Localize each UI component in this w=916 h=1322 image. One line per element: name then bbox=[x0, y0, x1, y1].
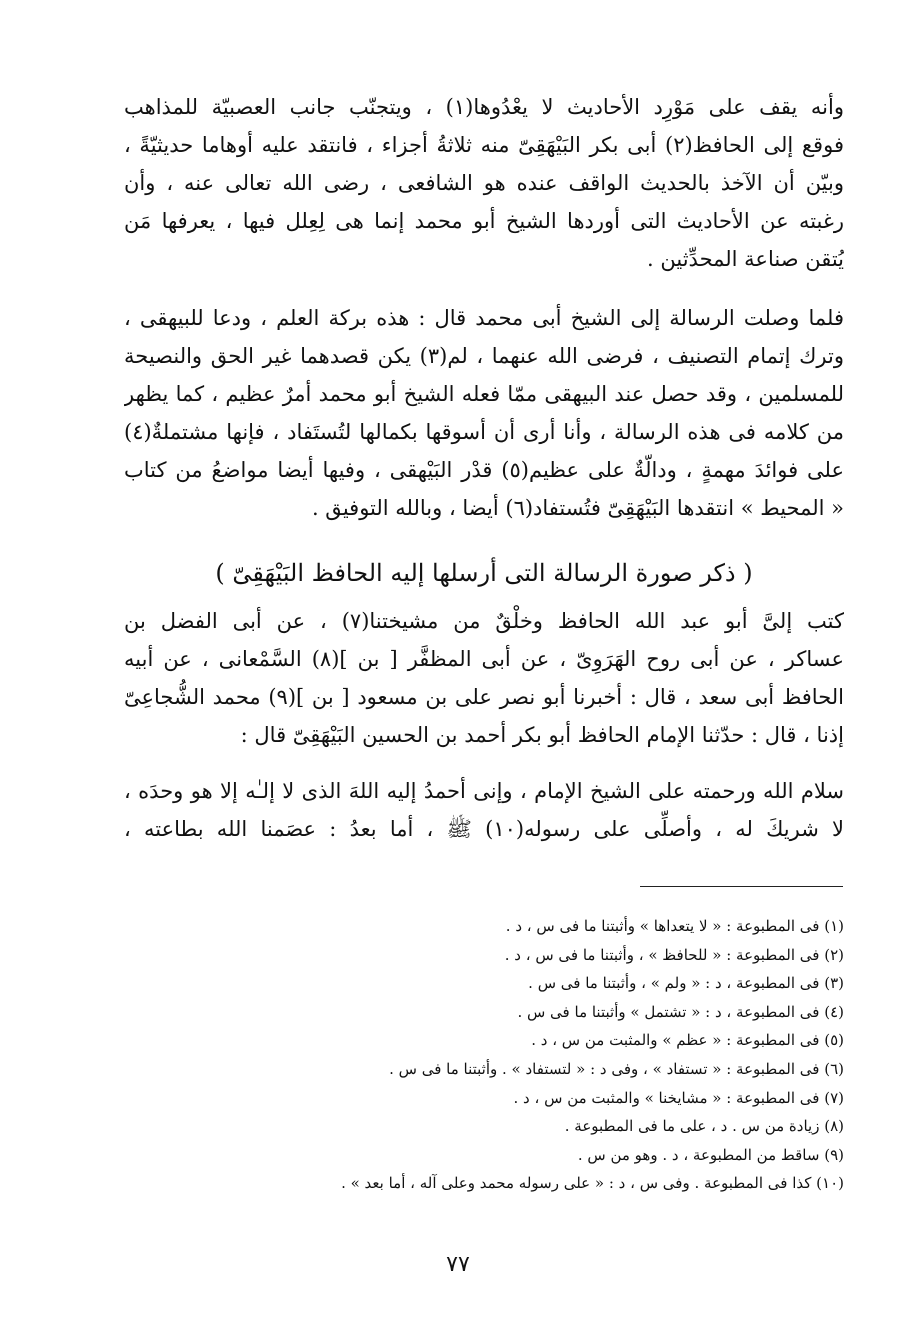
footnote-divider bbox=[640, 886, 843, 887]
paragraph-2 bbox=[124, 299, 844, 527]
footnote: (٢) فى المطبوعة : « للحافظ » ، وأثبتنا ما فى س ، د . bbox=[504, 945, 844, 964]
text-line: وأنه يقف على مَوْرِد الأحاديث لا يعْدُوها(١) ، ويتجنّب جانب العصبيّة للمذاهب bbox=[124, 95, 844, 119]
text-line: وبيّن أن الآخذ بالحديث الواقف عنده هو الشافعى ، رضى الله تعالى عنه ، وأن bbox=[124, 171, 844, 195]
footnote: (٤) فى المطبوعة ، د : « تشتمل » وأثبتنا ما فى س . bbox=[517, 1002, 844, 1021]
text-line: كتب إلىَّ أبو عبد الله الحافظ وخلْقٌ من مشيختنا(٧) ، عن أبى الفضل بن bbox=[124, 609, 844, 633]
text-line: عساكر ، عن أبى روح الهَرَوِىّ ، عن أبى المظفَّر [ بن ](٨) السَّمْعانى ، عن أبيه bbox=[124, 647, 844, 671]
text-line: إذنا ، قال : حدّثنا الإمام الحافظ أبو بكر أحمد بن الحسين البَيْهَقِىّ قال : bbox=[240, 723, 844, 747]
footnotes bbox=[200, 912, 844, 1198]
paragraph-3 bbox=[124, 602, 844, 754]
text-line: لا شريكَ له ، وأصلِّى على رسوله(١٠) ﷺ ، أما بعدُ : عصَمنا الله بطاعته ، bbox=[124, 817, 844, 841]
text-line: للمسلمين ، وقد حصل عند البيهقى ممّا فعله الشيخ أبو محمد أمرٌ عظيم ، كما يظهر bbox=[124, 382, 844, 406]
text-line: الحافظ أبى سعد ، قال : أخبرنا أبو نصر على بن مسعود [ بن ](٩) محمد الشُّجاعِىّ bbox=[124, 685, 844, 709]
text-line: سلام الله ورحمته على الشيخ الإمام ، وإنى أحمدُ إليه اللهَ الذى لا إلـٰه إلا هو وحدَه ، bbox=[124, 779, 844, 803]
text-line: « المحيط » انتقدها البَيْهَقِىّ فتُستفاد(٦) أيضا ، وبالله التوفيق . bbox=[311, 496, 844, 520]
footnote: (٥) فى المطبوعة : « عظم » والمثبت من س ، د . bbox=[531, 1031, 844, 1050]
footnote: (٣) فى المطبوعة ، د : « ولم » ، وأثبتنا ما فى س . bbox=[528, 974, 844, 993]
text-line: على فوائدَ مهمةٍ ، ودالّةٌ على عظيم(٥) قدْر البَيْهقى ، وفيها أيضا مواضعُ من كتاب bbox=[124, 458, 844, 482]
text-line: رغبته عن الأحاديث التى أوردها الشيخ أبو محمد إنما هى لِعِلل فيها ، يعرفها مَن bbox=[124, 209, 844, 233]
footnote: (٧) فى المطبوعة : « مشايخنا » والمثبت من س ، د . bbox=[513, 1088, 844, 1107]
section-heading: ( ذكر صورة الرسالة التى أرسلها إليه الحافظ البَيْهَقِىّ ) bbox=[215, 559, 753, 587]
text-line: وترك إتمام التصنيف ، فرضى الله عنهما ، لم(٣) يكن قصدهما غير الحق والنصيحة bbox=[124, 344, 844, 368]
text-line: فلما وصلت الرسالة إلى الشيخ أبى محمد قال : هذه بركة العلم ، ودعا للبيهقى ، bbox=[124, 306, 844, 330]
text-line: من كلامه فى هذه الرسالة ، وأنا أرى أن أسوقها بكمالها لتُستَفاد ، فإنها مشتملةٌ(٤) bbox=[124, 420, 844, 444]
footnote: (٩) ساقط من المطبوعة ، د . وهو من س . bbox=[577, 1145, 844, 1164]
footnote: (١٠) كذا فى المطبوعة . وفى س ، د : « على رسوله محمد وعلى آله ، أما بعد » . bbox=[341, 1174, 844, 1193]
footnote: (١) فى المطبوعة : « لا يتعداها » وأثبتنا ما فى س ، د . bbox=[505, 917, 844, 935]
text-line: يُتقن صناعة المحدِّثين . bbox=[647, 247, 844, 271]
paragraph-1 bbox=[124, 88, 844, 278]
footnote: (٦) فى المطبوعة : « تستفاد » ، وفى د : « لتستفاد » . وأثبتنا ما فى س . bbox=[389, 1059, 844, 1078]
text-line: فوقع إلى الحافظ(٢) أبى بكر البَيْهَقِىّ منه ثلاثةُ أجزاء ، فانتقد عليه أوهاما حديثيّةً ، bbox=[124, 133, 844, 157]
footnote: (٨) زيادة من س . د ، على ما فى المطبوعة . bbox=[564, 1117, 844, 1136]
paragraph-4 bbox=[124, 772, 844, 848]
page-number: ٧٧ bbox=[446, 1252, 470, 1277]
